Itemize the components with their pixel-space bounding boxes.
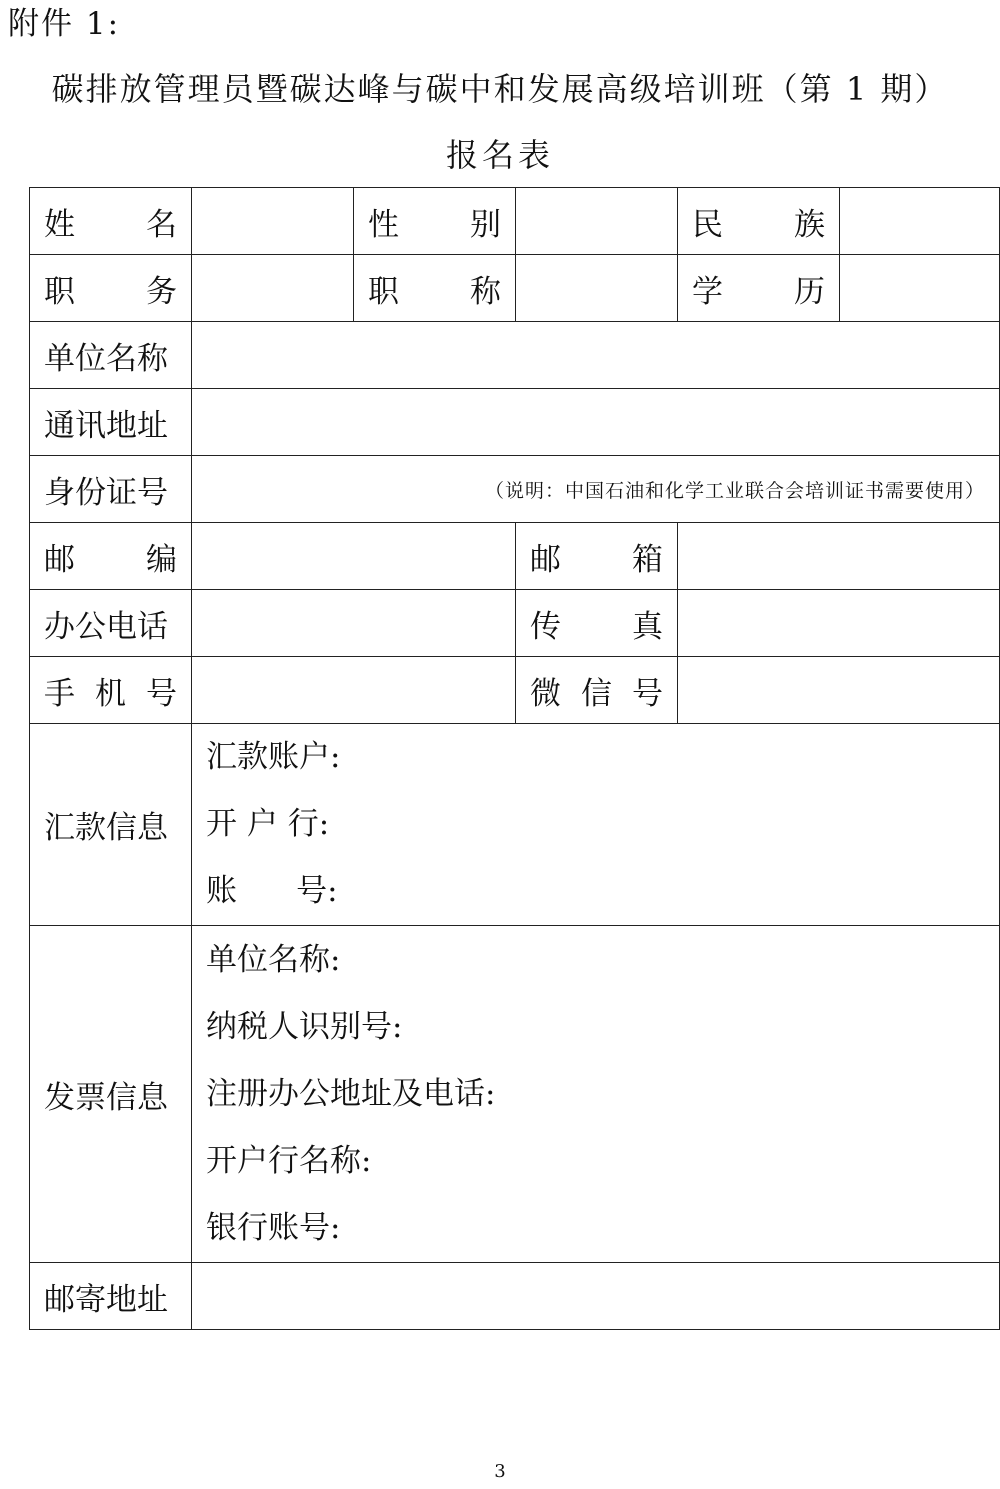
remittance-bank-line: 开 户 行:: [206, 806, 330, 842]
postal-address-field[interactable]: [192, 1263, 1000, 1330]
education-label: 学 历: [678, 255, 840, 322]
mail-address-label: 通讯地址: [30, 389, 192, 456]
form-row-org: [30, 322, 1000, 389]
ethnicity-field[interactable]: [840, 188, 1000, 255]
form-row-address: [30, 389, 1000, 456]
name-field[interactable]: [192, 188, 354, 255]
form-row-phone: [30, 590, 1000, 657]
form-row-post: [30, 523, 1000, 590]
form-row-job: [30, 255, 1000, 322]
gender-label: 性 别: [354, 188, 516, 255]
title-label: 职 称: [354, 255, 516, 322]
id-number-field[interactable]: [192, 456, 1000, 523]
remittance-label: 汇款信息: [30, 724, 192, 926]
fax-label: 传 真: [516, 590, 678, 657]
page-number: 3: [494, 1461, 506, 1482]
invoice-account-line: 银行账号:: [206, 1209, 341, 1246]
org-name-label: 单位名称: [30, 322, 192, 389]
id-note: （说明：中国石油和化学工业联合会培训证书需要使用）: [484, 479, 985, 502]
registration-form: [29, 187, 1000, 1330]
gender-field[interactable]: [516, 188, 678, 255]
wechat-field[interactable]: [678, 657, 1000, 724]
ethnicity-label: 民 族: [678, 188, 840, 255]
document-subtitle: 报名表: [445, 136, 554, 174]
invoice-taxid-line: 纳税人识别号:: [206, 1008, 403, 1045]
invoice-org-line: 单位名称:: [206, 941, 341, 978]
form-row-id: [30, 456, 1000, 523]
form-row-postal: [30, 1263, 1000, 1330]
mobile-field[interactable]: [192, 657, 516, 724]
remittance-number-line: 账 号:: [206, 873, 338, 909]
form-row-invoice: [30, 926, 1000, 1263]
name-label: 姓 名: [30, 188, 192, 255]
postcode-field[interactable]: [192, 523, 516, 590]
title-field[interactable]: [516, 255, 678, 322]
education-field[interactable]: [840, 255, 1000, 322]
office-phone-label: 办公电话: [30, 590, 192, 657]
office-phone-field[interactable]: [192, 590, 516, 657]
document-title: 碳排放管理员暨碳达峰与碳中和发展高级培训班（第 1 期）: [51, 70, 949, 108]
email-label: 邮 箱: [516, 523, 678, 590]
invoice-address-line: 注册办公地址及电话:: [206, 1075, 496, 1112]
mail-address-field[interactable]: [192, 389, 1000, 456]
postcode-label: 邮 编: [30, 523, 192, 590]
wechat-label: 微 信 号: [516, 657, 678, 724]
id-number-label: 身份证号: [30, 456, 192, 523]
invoice-field[interactable]: [192, 926, 1000, 1263]
form-row-remittance: [30, 724, 1000, 926]
position-label: 职 务: [30, 255, 192, 322]
remittance-field[interactable]: [192, 724, 1000, 926]
form-row-personal: [30, 188, 1000, 255]
position-field[interactable]: [192, 255, 354, 322]
postal-address-label: 邮寄地址: [30, 1263, 192, 1330]
email-field[interactable]: [678, 523, 1000, 590]
remittance-account-line: 汇款账户:: [206, 739, 341, 775]
fax-field[interactable]: [678, 590, 1000, 657]
invoice-label: 发票信息: [30, 926, 192, 1263]
form-row-mobile: [30, 657, 1000, 724]
attachment-label: 附件 1:: [8, 6, 121, 42]
invoice-bank-line: 开户行名称:: [206, 1142, 372, 1179]
org-name-field[interactable]: [192, 322, 1000, 389]
mobile-label: 手 机 号: [30, 657, 192, 724]
